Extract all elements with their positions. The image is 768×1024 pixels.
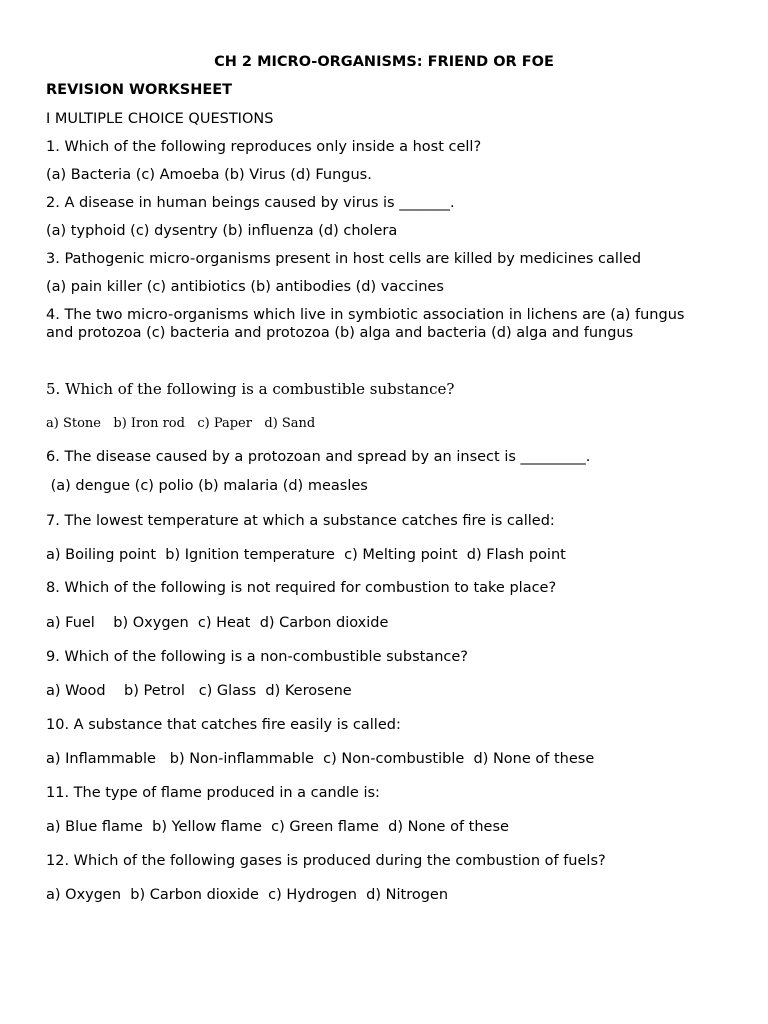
question-8-options: a) Fuel b) Oxygen c) Heat d) Carbon dioxide (46, 615, 389, 631)
worksheet-subtitle: REVISION WORKSHEET (46, 82, 233, 98)
question-2-options: (a) typhoid (c) dysentry (b) influenza (d) cholera (46, 223, 398, 239)
question-5: 5. Which of the following is a combustible substance? (46, 380, 455, 398)
question-5-options: a) Stone b) Iron rod c) Paper d) Sand (46, 416, 316, 431)
question-9: 9. Which of the following is a non-combustible substance? (46, 649, 468, 665)
question-1: 1. Which of the following reproduces only inside a host cell? (46, 139, 482, 155)
question-7: 7. The lowest temperature at which a substance catches fire is called: (46, 513, 555, 529)
worksheet-title: CH 2 MICRO-ORGANISMS: FRIEND OR FOE (214, 54, 554, 70)
question-10: 10. A substance that catches fire easily is called: (46, 717, 401, 733)
question-10-options: a) Inflammable b) Non-inflammable c) Non-combustible d) None of these (46, 751, 595, 767)
question-4: 4. The two micro-organisms which live in symbiotic association in lichens are (a) fungus and protozoa (c) bacteria and protozoa (b) alga and bacteria (d) alga and fungus (46, 307, 685, 341)
section-heading: I MULTIPLE CHOICE QUESTIONS (46, 111, 274, 127)
question-11: 11. The type of flame produced in a candle is: (46, 785, 380, 801)
question-7-options: a) Boiling point b) Ignition temperature c) Melting point d) Flash point (46, 547, 566, 563)
question-11-options: a) Blue flame b) Yellow flame c) Green flame d) None of these (46, 819, 509, 835)
question-2: 2. A disease in human beings caused by virus is _______. (46, 195, 455, 211)
question-6-options: (a) dengue (c) polio (b) malaria (d) measles (46, 478, 368, 494)
question-8: 8. Which of the following is not required for combustion to take place? (46, 580, 557, 596)
question-12-options: a) Oxygen b) Carbon dioxide c) Hydrogen d) Nitrogen (46, 887, 449, 903)
question-12: 12. Which of the following gases is produced during the combustion of fuels? (46, 853, 606, 869)
question-6: 6. The disease caused by a protozoan and spread by an insect is _________. (46, 449, 591, 465)
question-3: 3. Pathogenic micro-organisms present in host cells are killed by medicines called (46, 251, 642, 267)
question-1-options: (a) Bacteria (c) Amoeba (b) Virus (d) Fungus. (46, 167, 372, 183)
question-9-options: a) Wood b) Petrol c) Glass d) Kerosene (46, 683, 352, 699)
question-3-options: (a) pain killer (c) antibiotics (b) antibodies (d) vaccines (46, 279, 444, 295)
